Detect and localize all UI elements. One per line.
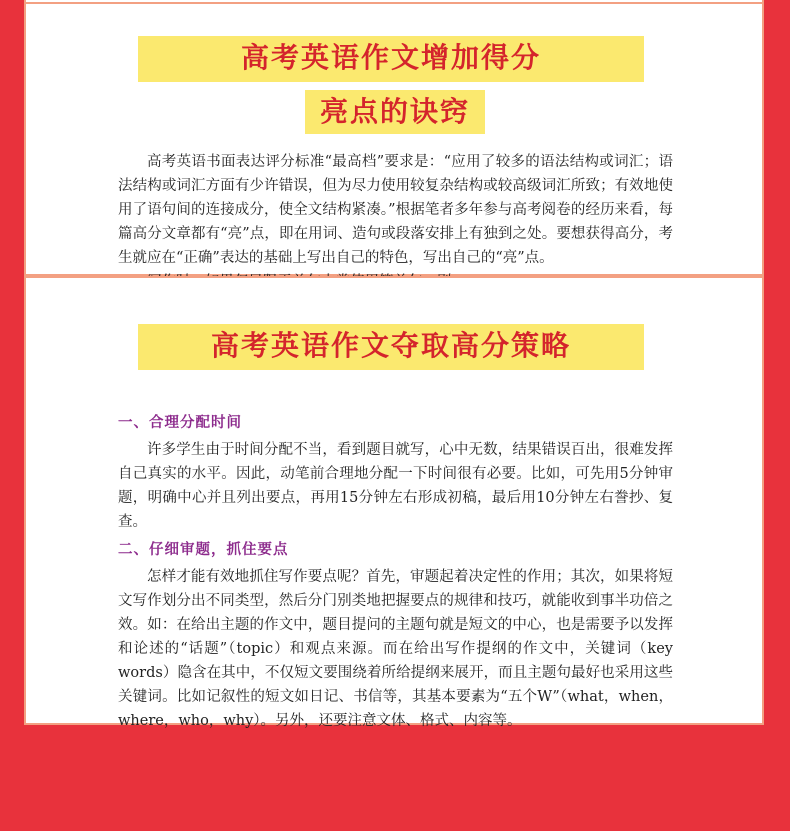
article-card-top: [24, 0, 764, 276]
time-allocation-paragraph: 许多学生由于时间分配不当，看到题目就写，心中无数，结果错误百出，很难发挥自己真实的水平。因此，动笔前合理地分配一下时间很有必要。比如，可先用5分钟审题，明确中心并且列出要点，再用15分钟左右形成初稿，最后用10分钟左右誊抄、复查。: [118, 442, 673, 530]
subheading-time-allocation: 一、合理分配时间: [118, 415, 242, 431]
article-card-bottom: [24, 276, 764, 729]
cut-off-paragraph: [118, 270, 673, 274]
section-title-line-2: 亮点的诀窍: [305, 90, 485, 134]
section-title-line-1: 高考英语作文增加得分: [138, 36, 644, 82]
careful-review-paragraph: 怎样才能有效地抓住写作要点呢？首先，审题起着决定性的作用；其次，如果将短文写作划分出不同类型，然后分门别类地把握要点的规律和技巧，就能收到事半功倍之效。如：在给出主题的作文中，题目提问的主题句就是短文的中心，也是需要予以发挥和论述的“话题”（topic）和观点来源。而在给出写作提纲的作文中，关键词（key words）隐含在其中，不仅短文要围绕着所给提纲来展开，而且主题句最好也采用这些关键词。比如记叙性的短文如日记、书信等，其基本要素为“五个W”（what，when，where，who，why）。另外，还要注意文体、格式、内容等。: [118, 569, 673, 729]
subheading-careful-review: 二、仔细审题，抓住要点: [118, 542, 289, 558]
intro-paragraph: 高考英语书面表达评分标准“最高档”要求是：“应用了较多的语法结构或词汇；语法结构或词汇方面有少许错误，但为尽力使用较复杂结构或较高级词汇所致；有效地使用了语句间的连接成分，使全文结构紧凑。”根据笔者多年参与高考阅卷的经历来看，每篇高分文章都有“亮”点，即在用词、造句或段落安排上有独到之处。要想获得高分，考生就应在“正确”表达的基础上写出自己的特色，写出自己的“亮”点。: [118, 154, 673, 266]
section-title: 高考英语作文夺取高分策略: [138, 324, 644, 370]
